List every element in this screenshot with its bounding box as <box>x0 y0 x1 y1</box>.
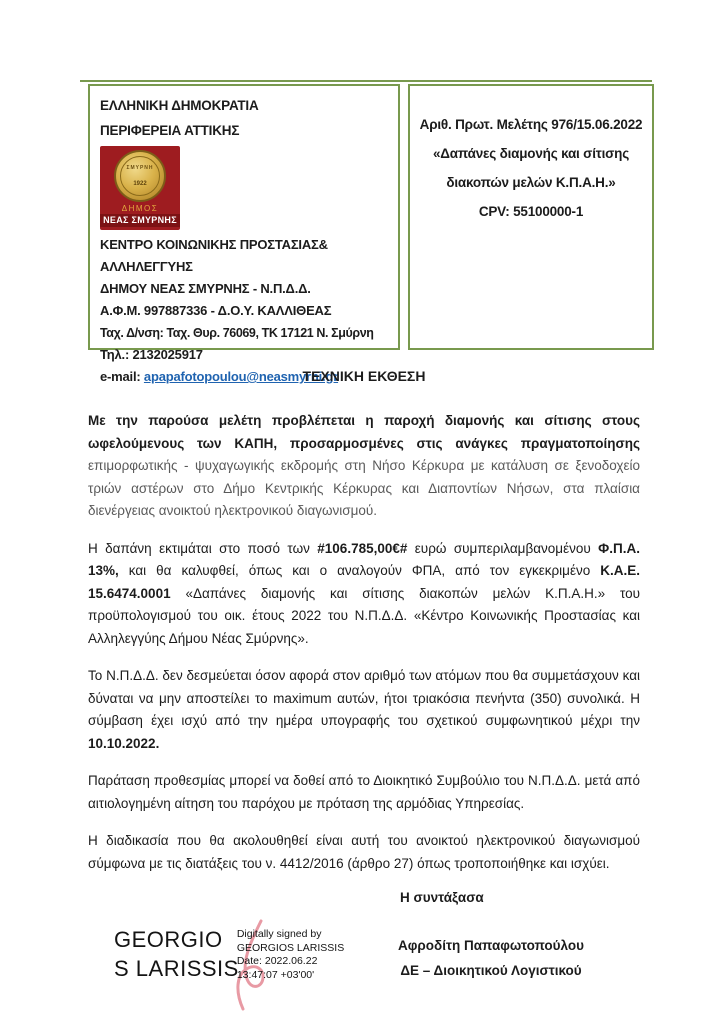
document-title: ΤΕΧΝΙΚΗ ΕΚΘΕΣΗ <box>302 368 426 384</box>
municipality-logo <box>100 146 180 230</box>
signature-detail-line4: 13:47:07 +03'00' <box>236 968 315 981</box>
logo-caption-dimos: ΔΗΜΟΣ <box>121 204 159 213</box>
org-name-line1: ΚΕΝΤΡΟ ΚΟΙΝΩΝΙΚΗΣ ΠΡΟΣΤΑΣΙΑΣ& <box>100 237 328 252</box>
signer-role: ΔΕ – Διοικητικού Λογιστικού <box>400 963 582 978</box>
email-link[interactable]: apapafotopoulou@neasmyrni.gr <box>143 369 339 384</box>
signature-details <box>237 925 344 1011</box>
p2-seg4: «Δαπάνες διαμονής και σίτισης διακοπών μελών Κ.Π.Α.Η.» του προϋπολογισμού του οικ. έτους 2022 του Ν.Π.Δ.Δ. «Κέντρο Κοινωνικής Προστασίας και Αλληλεγγύης Δήμου Νέας Σμύρνης». <box>88 585 640 646</box>
p2-kae-code: Κ.Α.Ε. 15.6474.0001 <box>88 563 640 601</box>
p2-seg1: Η δαπάνη εκτιμάται στο ποσό των <box>88 540 318 556</box>
email-label: e-mail: <box>100 369 144 384</box>
coin-ring <box>120 156 160 196</box>
signer-name: Αφροδίτη Παπαφωτοπούλου <box>398 938 584 953</box>
paragraph-3 <box>88 665 640 755</box>
p2-amount: #106.785,00€# <box>317 540 408 556</box>
signature-detail-line3: Date: 2022.06.22 <box>236 955 318 967</box>
republic-line: ΕΛΛΗΝΙΚΗ ΔΗΜΟΚΡΑΤΙΑ <box>100 98 259 113</box>
paragraph-1-gray-segment: επιμορφωτικής - ψυχαγωγικής εκδρομής στη Νήσο Κέρκυρα με κατάλυση σε ξενοδοχείο τριών αστέρων στο Δήμο Κεντρικής Κέρκυρας και Διαποντίων Νήσων, στα πλαίσια διενέργειας ανοικτού ηλεκτρονικού διαγωνισμού. <box>88 458 640 518</box>
org-name-line2: ΑΛΛΗΛΕΓΓΥΗΣ <box>100 259 193 274</box>
org-name-line3: ΔΗΜΟΥ ΝΕΑΣ ΣΜΥΡΝΗΣ - Ν.Π.Δ.Δ. <box>100 281 311 296</box>
paragraph-5: Η διαδικασία που θα ακολουθηθεί είναι αυτή του ανοικτού ηλεκτρονικού διαγωνισμού σύμφωνα με τις διατάξεις του ν. 4412/2016 (άρθρο 27) όπως τροποποιήθηκε και ισχύει. <box>88 833 640 871</box>
digital-signature-block <box>114 925 344 1011</box>
document-body <box>88 368 640 1011</box>
signature-detail-line1: Digitally signed by <box>236 928 322 940</box>
header-right-cell <box>408 84 654 350</box>
table-top-rule <box>80 80 652 82</box>
phone-line: Τηλ.: 2132025917 <box>100 347 203 362</box>
signer-block <box>398 925 584 1011</box>
address-line: Ταχ. Δ/νση: Ταχ. Θυρ. 76069, ΤΚ 17121 Ν. Σμύρνη <box>100 326 374 340</box>
signature-row <box>88 925 640 1011</box>
cpv-line: CPV: 55100000-1 <box>478 204 584 219</box>
protocol-number-line: Αριθ. Πρωτ. Μελέτης 976/15.06.2022 <box>419 117 643 132</box>
coin-emblem-icon <box>114 150 166 202</box>
signature-detail-line2: GEORGIOS LARISSIS <box>236 941 345 954</box>
p3-seg1: Το Ν.Π.Δ.Δ. δεν δεσμεύεται όσον αφορά στον αριθμό των ατόμων που θα συμμετάσχουν και δύναται να μην αποστείλει το maximum αυτών, ήτοι τριακόσια πενήντα (350) συνολικά. Η σύμβαση έχει ισχύ από την ημέρα υπογραφής του σχετικού συμφωνητικού μέχρι την <box>88 668 640 728</box>
afm-line: Α.Φ.Μ. 997887336 - Δ.Ο.Υ. ΚΑΛΛΙΘΕΑΣ <box>100 303 332 318</box>
subject-line2: διακοπών μελών Κ.Π.Α.Η.» <box>446 175 616 190</box>
signature-big-name <box>114 925 239 1011</box>
p2-seg2: ευρώ συμπεριλαμβανομένου <box>407 540 599 556</box>
paragraph-4: Παράταση προθεσμίας μπορεί να δοθεί από το Διοικητικό Συμβούλιο του Ν.Π.Δ.Δ. μετά από αιτιολογημένη αίτηση του παρόχου με πρόταση της αρμόδιας Υπηρεσίας. <box>88 773 640 811</box>
closing-phrase: Η συντάξασα <box>400 890 484 905</box>
subject-line1: «Δαπάνες διαμονής και σίτισης <box>432 146 630 161</box>
signature-big-line2: S LARISSIS <box>114 956 239 981</box>
logo-caption-nea-smyrni: ΝΕΑΣ ΣΜΥΡΝΗΣ <box>100 214 180 227</box>
signature-big-line1: GEORGIO <box>114 927 223 952</box>
p2-vat: Φ.Π.Α. 13%, <box>88 540 640 578</box>
p3-deadline-date: 10.10.2022. <box>88 735 160 751</box>
paragraph-2 <box>88 538 640 651</box>
coin-text: ΣΜΥΡΝΗ <box>126 165 154 171</box>
region-line: ΠΕΡΙΦΕΡΕΙΑ ΑΤΤΙΚΗΣ <box>100 123 240 138</box>
p2-seg3: και θα καλυφθεί, όπως και ο αναλογούν ΦΠΑ, από τον εγκεκριμένο <box>118 563 601 578</box>
coin-year: 1922 <box>133 181 147 187</box>
paragraph-1-bold-segment: Με την παρούσα μελέτη προβλέπεται η παροχή διαμονής και σίτισης στους ωφελούμενους των ΚΑΠΗ, προσαρμοσμένες στις ανάγκες πραγματοποίησης <box>88 413 640 451</box>
paragraph-1 <box>88 410 640 523</box>
